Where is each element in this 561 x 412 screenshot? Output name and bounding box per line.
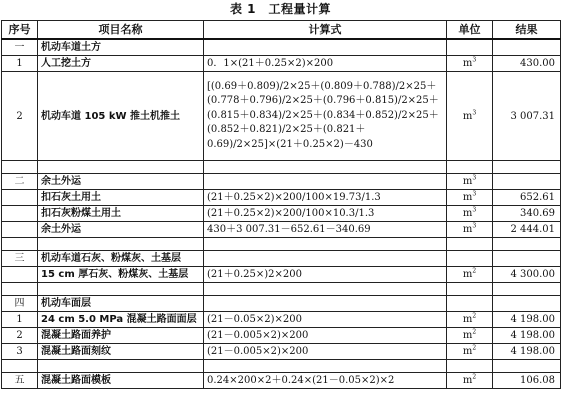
table-row — [2, 283, 561, 296]
header-unit: 单位 — [447, 21, 493, 40]
unit-exponent: 3 — [472, 56, 477, 64]
header-result: 结果 — [493, 21, 561, 40]
row-calc — [204, 296, 447, 312]
row-calc — [204, 161, 447, 174]
unit-exponent: 2 — [472, 373, 477, 381]
table-row — [2, 222, 561, 238]
row-name: 余土外运 — [38, 222, 204, 238]
row-result: 3 007.31 — [493, 72, 561, 161]
row-no: 四 — [2, 296, 38, 312]
unit-exponent: 2 — [472, 344, 477, 352]
row-no — [2, 190, 38, 206]
row-result: 652.61 — [493, 190, 561, 206]
row-unit — [447, 296, 493, 312]
row-unit — [447, 251, 493, 267]
table-row — [2, 251, 561, 267]
row-no — [2, 161, 38, 174]
row-result: 430.00 — [493, 56, 561, 72]
row-calc — [204, 238, 447, 251]
row-calc: [(0.69＋0.809)/2×25＋(0.809＋0.788)/2×25＋(0.778＋0.796)/2×25＋(0.796＋0.815)/2×25＋(0.815＋0.834)/2×25＋(0.834＋0.852)/2×25＋(0.852＋0.821)/2×25＋(0.821＋0.69)/2×25]×(21＋0.25×2)－430 — [204, 72, 447, 161]
row-calc: (21－0.005×2)×200 — [204, 344, 447, 360]
unit-exponent: 3 — [472, 222, 477, 230]
unit-exponent: 2 — [472, 328, 477, 336]
table-row — [2, 328, 561, 344]
row-unit — [447, 344, 493, 360]
unit-base: m — [462, 192, 473, 203]
row-no — [2, 206, 38, 222]
row-name: 24 cm 5.0 MPa 混凝土路面面层 — [38, 312, 204, 328]
row-name: 扣石灰粉煤土用土 — [38, 206, 204, 222]
row-name: 机动车道土方 — [38, 39, 204, 56]
unit-base: m — [462, 176, 473, 187]
unit-exponent: 3 — [472, 190, 477, 198]
row-unit — [447, 206, 493, 222]
header-calc: 计算式 — [204, 21, 447, 40]
row-unit — [447, 72, 493, 161]
table-row — [2, 161, 561, 174]
row-calc — [204, 360, 447, 373]
row-unit — [447, 283, 493, 296]
row-name: 15 cm 厚石灰、粉煤灰、土基层 — [38, 267, 204, 283]
row-result — [493, 283, 561, 296]
row-calc: 430＋3 007.31－652.61－340.69 — [204, 222, 447, 238]
row-unit — [447, 360, 493, 373]
row-result — [493, 251, 561, 267]
row-name: 机动车道 105 kW 推土机推土 — [38, 72, 204, 161]
row-no: 一 — [2, 39, 38, 56]
table-row — [2, 206, 561, 222]
row-no — [2, 267, 38, 283]
row-unit — [447, 174, 493, 190]
quantity-table — [1, 20, 561, 389]
row-result: 106.08 — [493, 373, 561, 389]
row-calc: 0.24×200×2＋0.24×(21－0.05×2)×2 — [204, 373, 447, 389]
row-no — [2, 222, 38, 238]
table-caption: 表 1 工程量计算 — [229, 2, 332, 16]
table-row — [2, 39, 561, 56]
row-result — [493, 161, 561, 174]
row-no: 1 — [2, 56, 38, 72]
row-unit — [447, 267, 493, 283]
row-no: 三 — [2, 251, 38, 267]
row-calc — [204, 39, 447, 56]
row-result: 4 198.00 — [493, 312, 561, 328]
row-calc: (21＋0.25×2)×200/100×19.73/1.3 — [204, 190, 447, 206]
row-name: 机动车道石灰、粉煤灰、土基层 — [38, 251, 204, 267]
row-no — [2, 360, 38, 373]
unit-base: m — [462, 346, 473, 357]
unit-base: m — [462, 58, 473, 69]
unit-base: m — [462, 269, 473, 280]
row-result: 4 198.00 — [493, 328, 561, 344]
unit-base: m — [462, 330, 473, 341]
table-row — [2, 72, 561, 161]
row-unit — [447, 39, 493, 56]
row-name: 混凝土路面模板 — [38, 373, 204, 389]
row-no: 二 — [2, 174, 38, 190]
unit-base: m — [462, 375, 473, 386]
row-name: 扣石灰土用土 — [38, 190, 204, 206]
row-unit — [447, 161, 493, 174]
table-row — [2, 238, 561, 251]
row-result — [493, 238, 561, 251]
unit-exponent: 3 — [472, 174, 477, 182]
row-name: 余土外运 — [38, 174, 204, 190]
table-row — [2, 360, 561, 373]
unit-base: m — [462, 314, 473, 325]
row-name: 混凝土路面刻纹 — [38, 344, 204, 360]
row-name — [38, 360, 204, 373]
table-row — [2, 344, 561, 360]
row-result — [493, 174, 561, 190]
row-result: 4 300.00 — [493, 267, 561, 283]
row-calc — [204, 283, 447, 296]
row-unit — [447, 56, 493, 72]
unit-exponent: 3 — [472, 109, 477, 117]
header-row — [2, 21, 561, 40]
row-no: 1 — [2, 312, 38, 328]
row-result: 2 444.01 — [493, 222, 561, 238]
table-row — [2, 174, 561, 190]
row-calc: 0．1×(21＋0.25×2)×200 — [204, 56, 447, 72]
table-row — [2, 312, 561, 328]
table-row — [2, 296, 561, 312]
header-no: 序号 — [2, 21, 38, 40]
row-no: 3 — [2, 344, 38, 360]
row-unit — [447, 312, 493, 328]
row-unit — [447, 190, 493, 206]
row-unit — [447, 328, 493, 344]
row-result — [493, 360, 561, 373]
row-name: 人工挖土方 — [38, 56, 204, 72]
row-calc: (21＋0.25×2)×200/100×10.3/1.3 — [204, 206, 447, 222]
row-name — [38, 283, 204, 296]
row-unit — [447, 373, 493, 389]
row-calc: (21＋0.25×)2×200 — [204, 267, 447, 283]
table-row — [2, 373, 561, 389]
row-name: 机动车面层 — [38, 296, 204, 312]
unit-base: m — [462, 224, 473, 235]
table-body — [2, 39, 561, 389]
table-header — [2, 21, 561, 40]
row-name — [38, 161, 204, 174]
row-name: 混凝土路面养护 — [38, 328, 204, 344]
table-row — [2, 56, 561, 72]
table-row — [2, 267, 561, 283]
unit-exponent: 2 — [472, 312, 477, 320]
row-no — [2, 283, 38, 296]
row-calc: (21－0.05×2)×200 — [204, 312, 447, 328]
row-no: 2 — [2, 328, 38, 344]
row-result: 340.69 — [493, 206, 561, 222]
row-calc — [204, 251, 447, 267]
row-unit — [447, 222, 493, 238]
unit-base: m — [462, 208, 473, 219]
unit-base: m — [462, 110, 473, 122]
row-no: 五 — [2, 373, 38, 389]
row-result: 4 198.00 — [493, 344, 561, 360]
row-result — [493, 296, 561, 312]
unit-exponent: 2 — [472, 267, 477, 275]
row-result — [493, 39, 561, 56]
row-name — [38, 238, 204, 251]
unit-exponent: 3 — [472, 206, 477, 214]
header-name: 项目名称 — [38, 21, 204, 40]
row-no: 2 — [2, 72, 38, 161]
row-calc — [204, 174, 447, 190]
row-no — [2, 238, 38, 251]
row-calc: (21－0.005×2)×200 — [204, 328, 447, 344]
table-row — [2, 190, 561, 206]
row-unit — [447, 238, 493, 251]
